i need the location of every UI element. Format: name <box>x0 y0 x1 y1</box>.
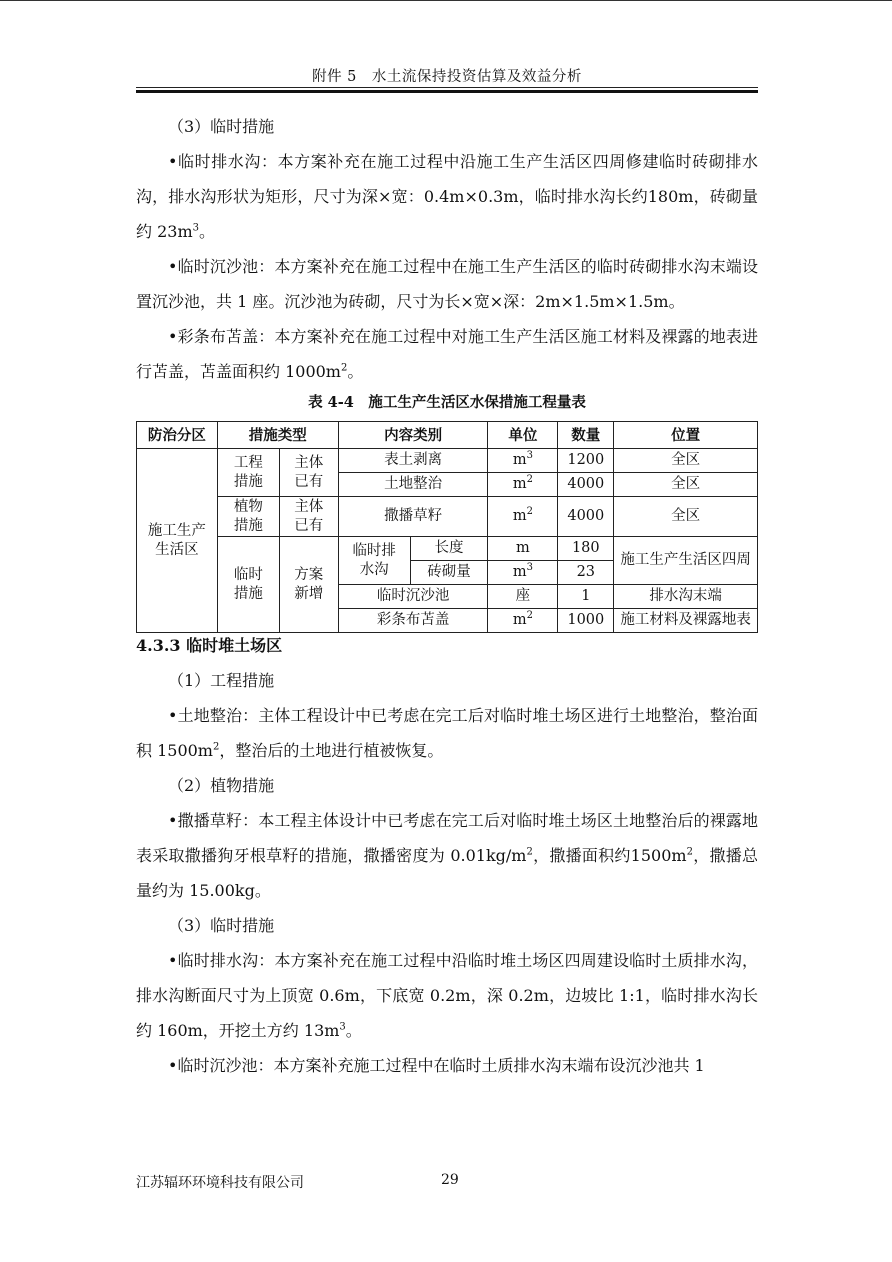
subheading-engineering: （1）工程措施 <box>168 671 275 690</box>
cell-quantity: 1 <box>558 585 614 609</box>
paragraph-tarp-cover: •彩条布苫盖：本方案补充在施工过程中对施工生产生活区施工材料及裸露的地表进行苫盖，苫盖面积约 $1000m^2$。 <box>136 327 758 381</box>
paragraph-land-reclamation: •土地整治：主体工程设计中已考虑在完工后对临时堆土场区进行土地整治，整治面积 $1500m^2$，整治后的土地进行植被恢复。 <box>136 706 758 760</box>
cell-content: 表土剥离 <box>338 449 488 473</box>
header-rule-thick <box>136 90 758 93</box>
cell-unit: $m^2$ <box>488 609 558 633</box>
cell-unit: 座 <box>488 585 558 609</box>
cell-vegetation-existing: 主体已有 <box>279 497 338 537</box>
cell-vegetation-measures: 植物措施 <box>217 497 279 537</box>
cell-location: 施工材料及裸露地表 <box>614 609 758 633</box>
cell-quantity: 180 <box>558 537 614 561</box>
cell-location: 施工生产生活区四周 <box>614 537 758 585</box>
header-content: 内容类别 <box>338 422 488 449</box>
cell-unit: $m^3$ <box>488 449 558 473</box>
cell-location: 全区 <box>614 449 758 473</box>
cell-content: 长度 <box>410 537 488 561</box>
cell-quantity: 1000 <box>558 609 614 633</box>
cell-quantity: 4000 <box>558 473 614 497</box>
cell-quantity: 4000 <box>558 497 614 537</box>
table-row <box>137 449 758 473</box>
header-zone: 防治分区 <box>137 422 218 449</box>
table-row <box>137 497 758 537</box>
cell-quantity: 1200 <box>558 449 614 473</box>
subheading-temporary: （3）临时措施 <box>168 916 275 935</box>
cell-unit: $m^3$ <box>488 561 558 585</box>
cell-zone: 施工生产生活区 <box>137 449 218 633</box>
footer-company: 江苏辐环环境科技有限公司 <box>136 1175 304 1191</box>
cell-location: 排水沟末端 <box>614 585 758 609</box>
page-header-title: 附件 5 水土流保持投资估算及效益分析 <box>312 69 582 85</box>
header-quantity: 数量 <box>558 422 614 449</box>
page-body <box>136 109 758 1083</box>
header-rule-thin <box>136 87 758 88</box>
cell-content: 土地整治 <box>338 473 488 497</box>
cell-quantity: 23 <box>558 561 614 585</box>
cell-temporary-new: 方案新增 <box>279 537 338 633</box>
header-measure-type: 措施类型 <box>217 422 338 449</box>
table-caption: 表 4-4 施工生产生活区水保措施工程量表 <box>308 394 586 411</box>
cell-content: 临时沉沙池 <box>338 585 488 609</box>
paragraph-soil-ditch: •临时排水沟：本方案补充在施工过程中沿临时堆土场区四周建设临时土质排水沟，排水沟断面尺寸为上顶宽 0.6m，下底宽 0.2m，深 0.2m，边坡比 1:1，临时排水沟长约 160m，开挖土方约 $13m^3$。 <box>136 951 758 1040</box>
paragraph-temp-ditch: •临时排水沟：本方案补充在施工过程中沿施工生产生活区四周修建临时砖砌排水沟，排水沟形状为矩形，尺寸为深×宽：0.4m×0.3m，临时排水沟长约180m，砖砌量约 $23m^3$。 <box>136 152 758 241</box>
subheading-vegetation: （2）植物措施 <box>168 776 275 795</box>
paragraph-grass-seeding: •撒播草籽：本工程主体设计中已考虑在完工后对临时堆土场区土地整治后的裸露地表采取撒播狗牙根草籽的措施，撒播密度为 $0.01kg/m^2$，撒播面积约$1500m^2$，撒播总量约为 15.00kg。 <box>136 811 758 900</box>
cell-temporary-measures: 临时措施 <box>217 537 279 633</box>
measures-table <box>136 421 758 633</box>
cell-location: 全区 <box>614 473 758 497</box>
cell-location: 全区 <box>614 497 758 537</box>
section-title: 4.3.3 临时堆土场区 <box>136 636 283 655</box>
cell-engineering-existing: 主体已有 <box>279 449 338 497</box>
cell-content: 彩条布苫盖 <box>338 609 488 633</box>
cell-temp-ditch: 临时排水沟 <box>338 537 410 585</box>
cell-content: 砖砌量 <box>410 561 488 585</box>
cell-content: 撒播草籽 <box>338 497 488 537</box>
paragraph-sedimentation-tank: •临时沉沙池：本方案补充在施工过程中在施工生产生活区的临时砖砌排水沟末端设置沉沙池，共 1 座。沉沙池为砖砌，尺寸为长×宽×深：2m×1.5m×1.5m。 <box>136 257 758 311</box>
subheading-temporary-measures: （3）临时措施 <box>168 117 275 136</box>
cell-engineering-measures: 工程措施 <box>217 449 279 497</box>
header-location: 位置 <box>614 422 758 449</box>
paragraph-sediment-pond: •临时沉沙池：本方案补充施工过程中在临时土质排水沟末端布设沉沙池共 1 <box>168 1056 705 1075</box>
table-header-row <box>137 422 758 449</box>
header-unit: 单位 <box>488 422 558 449</box>
page-number: 29 <box>441 1172 459 1188</box>
table-row <box>137 537 758 561</box>
cell-unit: m <box>488 537 558 561</box>
cell-unit: $m^2$ <box>488 473 558 497</box>
cell-unit: $m^2$ <box>488 497 558 537</box>
